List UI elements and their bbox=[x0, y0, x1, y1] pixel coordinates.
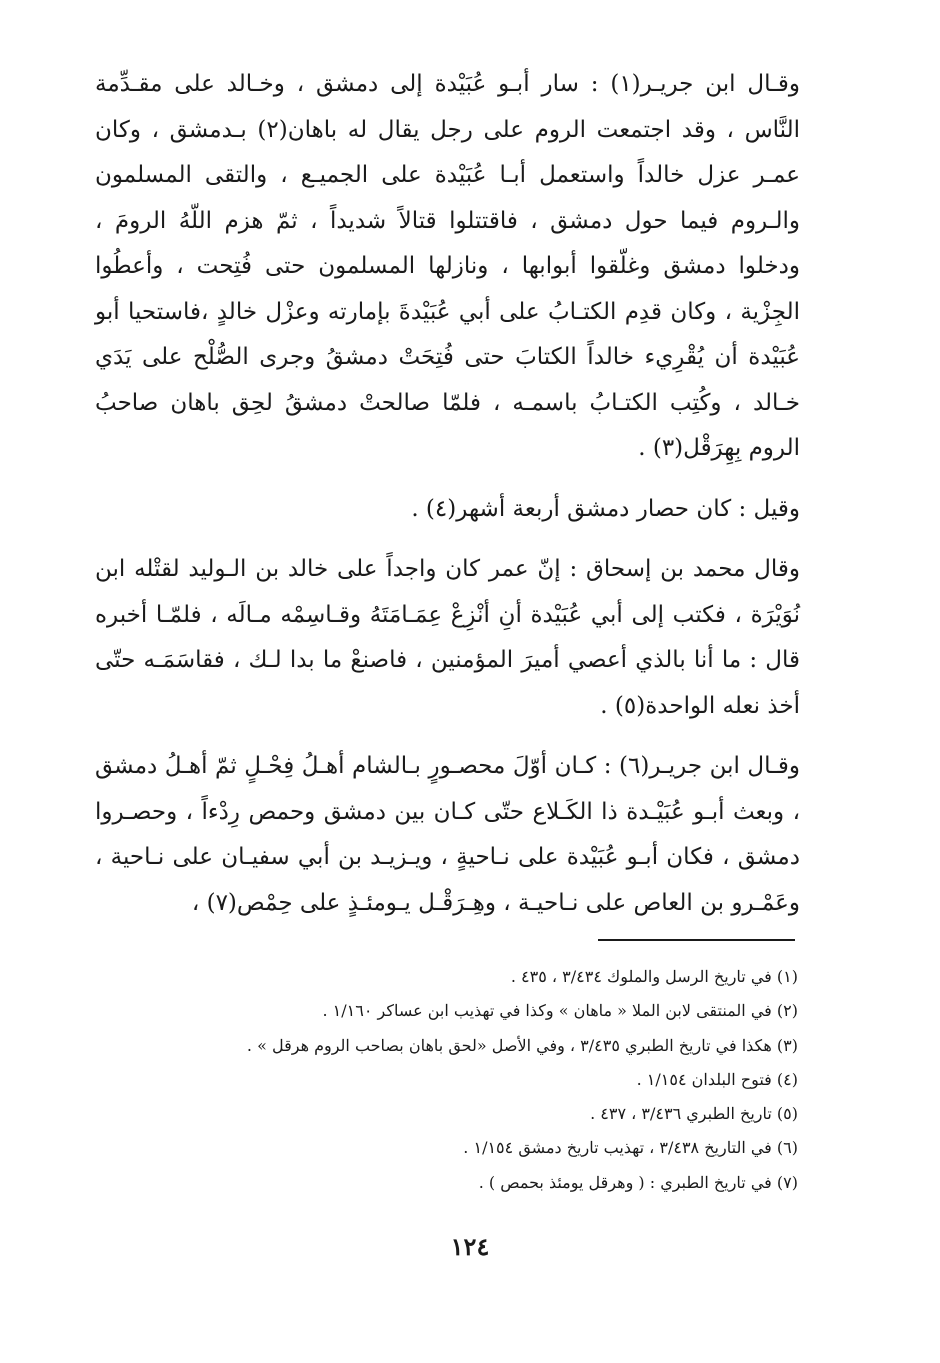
page-number: ١٢٤ bbox=[450, 1232, 490, 1261]
footnotes bbox=[158, 960, 798, 1200]
footnote-7: (٧) في تاريخ الطبري : ( وهرقل يومئذ بحمص ) . bbox=[478, 1172, 798, 1192]
footnote-divider bbox=[598, 939, 795, 941]
paragraph-fihl-siege: وقـال ابن جريـر(٦) : كـان أوّلَ محصـورٍ بـالشام أهـلُ فِحْـلٍ ثمّ أهـلُ دمشق ، وبعث أبـو عُبَيْـدة ذا الكَـلاع حتّى كـان بين دمشق وحمص رِدْءاً ، وحصـروا دمشق ، فكان أبـو عُبَيْدة على نـاحيةٍ ، ويـزيـد بن أبي سفيـان على نـاحية ، وعَمْـرو بن العاص على نـاحيـة ، وهِـرَقْـل يـومئـذٍ على حِمْص(٧) ، bbox=[95, 753, 800, 916]
paragraph-siege-duration: وقيل : كان حصار دمشق أربعة أشهر(٤) . bbox=[411, 495, 800, 522]
footnote-3: (٣) هكذا في تاريخ الطبري ٣/٤٣٥ ، وفي الأصل «لحق باهان بصاحب الروم هرقل » . bbox=[246, 1035, 798, 1055]
footnote-5: (٥) تاريخ الطبري ٣/٤٣٦ ، ٤٣٧ . bbox=[590, 1104, 798, 1124]
footnote-1: (١) في تاريخ الرسل والملوك ٣/٤٣٤ ، ٤٣٥ . bbox=[510, 967, 798, 986]
paragraph-ibn-ishaq: وقال محمد بن إسحاق : إنّ عمر كان واجداً على خالد بن الـوليد لقتْله ابن نُوَيْرَة ، فكتب إلى أبي عُبَيْدة أنِ أنْزِعْ عِمَـامَتَهُ وقـاسِمْه مـالَه ، فلمّـا أخبره قال : ما أنا بالذي أعصي أميرَ المؤمنين ، فاصنعْ ما بدا لـك ، فقاسَمَـه حتّى أخذ نعله الواحدة(٥) . bbox=[95, 556, 800, 719]
footnote-6: (٦) في التاريخ ٣/٤٣٨ ، تهذيب تاريخ دمشق ١/١٥٤ . bbox=[463, 1138, 798, 1158]
paragraph-ibn-jarir-damascus: وقـال ابن جريـر(١) : سار أبـو عُبَيْدة إلى دمشق ، وخـالد على مقـدِّمة النَّاس ، وقد اجتمعت الروم على رجل يقال له باهان(٢) بـدمشق ، وكان عمـر عزل خالداً واستعمل أبـا عُبَيْدة على الجميـع ، والتقى المسلمون والـروم فيما حول دمشق ، فاقتتلوا قتالاً شديداً ، ثمّ هزم اللّهُ الرومَ ، ودخلوا دمشق وغلّقوا أبوابها ، ونازلها المسلمون حتى فُتِحت ، وأعطُوا الجِزْية ، وكان قدِم الكتـابُ على أبي عُبَيْدةَ بإمارته وعزْل خالدٍ ،فاستحيا أبو عُبَيْدة أن يُقْرِيء خالداً الكتابَ حتى فُتِحَتْ دمشقُ وجرى الصُّلْح على يَدَي خـالد ، وكُتِب الكتـابُ باسمـه ، فلمّا صالحتْ دمشقُ لحِق باهان صاحبُ الروم بِهِرَقْل(٣) . bbox=[95, 71, 801, 461]
footnote-2: (٢) في المنتقى لابن الملا « ماهان » وكذا في تهذيب ابن عساكر ١/١٦٠ . bbox=[322, 1001, 798, 1021]
footnote-4: (٤) فتوح البلدان ١/١٥٤ . bbox=[636, 1069, 798, 1089]
main-text bbox=[95, 62, 800, 926]
